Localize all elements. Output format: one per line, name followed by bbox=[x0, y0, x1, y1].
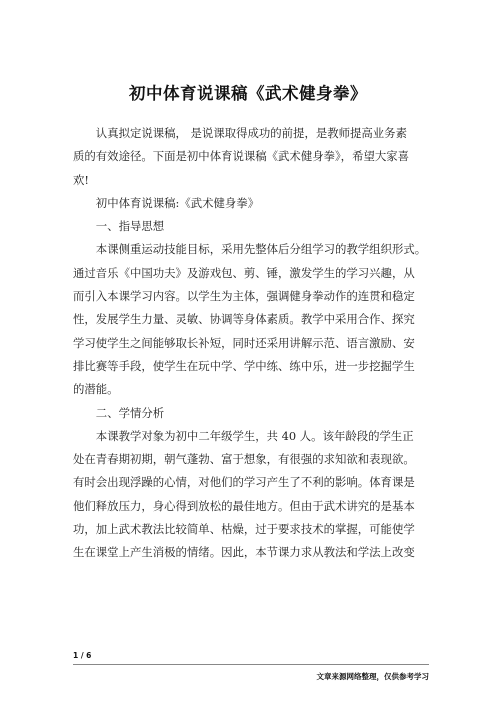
text-line: 而引入本课学习内容。以学生为主体，强调健身拳动作的连贯和稳定 bbox=[73, 289, 415, 304]
text-line: 通过音乐《中国功夫》及游戏包、剪、锤，激发学生的学习兴趣，从 bbox=[73, 265, 415, 280]
footer-divider bbox=[73, 664, 429, 665]
text-line: 有时会出现浮躁的心情，对他们的学习产生了不利的影响。体育课是 bbox=[73, 475, 415, 490]
text-line: 功，加上武术教法比较简单、枯燥，过于要求技术的掌握，可能使学 bbox=[73, 522, 415, 537]
document-body bbox=[73, 122, 429, 565]
text-line: 认真拟定说课稿， 是说课取得成功的前提，是教师提高业务素 bbox=[95, 126, 407, 140]
text-line: 初中体育说课稿:《武术健身拳》 bbox=[95, 195, 260, 210]
text-line: 本课教学对象为初中二年级学生，共 40 人。该年龄段的学生正 bbox=[95, 428, 414, 443]
text-line: 生在课堂上产生消极的情绪。因此，本节课力求从教法和学法上改变 bbox=[73, 545, 415, 560]
section-heading: 一、指导思想 bbox=[95, 219, 165, 234]
page-number: 1 / 6 bbox=[73, 651, 92, 660]
text-line: 学习使学生之间能够取长补短，同时还采用讲解示范、语言激励、安 bbox=[73, 335, 415, 350]
text-line: 质的有效途径。下面是初中体育说课稿《武术健身拳》，希望大家喜 bbox=[73, 149, 410, 164]
text-line: 性，发展学生力量、灵敏、协调等身体素质。教学中采用合作、探究 bbox=[73, 312, 415, 327]
text-line: 排比赛等手段，使学生在玩中学、学中练、练中乐，进一步挖掘学生 bbox=[73, 358, 415, 373]
text-line: 欢! bbox=[73, 172, 89, 187]
text-line: 处在青春期初期，朝气蓬勃、富于想象，有很强的求知欲和表现欲。 bbox=[73, 452, 415, 467]
document-title: 初中体育说课稿《武术健身拳》 bbox=[129, 84, 367, 103]
text-line: 的潜能。 bbox=[73, 382, 119, 397]
section-heading: 二、学情分析 bbox=[95, 405, 165, 420]
footer-note: 文章来源网络整理，仅供参考学习 bbox=[316, 672, 429, 681]
text-line: 他们释放压力，身心得到放松的最佳地方。但由于武术讲究的是基本 bbox=[73, 498, 415, 513]
text-line: 本课侧重运动技能目标，采用先整体后分组学习的教学组织形式。 bbox=[95, 242, 427, 257]
